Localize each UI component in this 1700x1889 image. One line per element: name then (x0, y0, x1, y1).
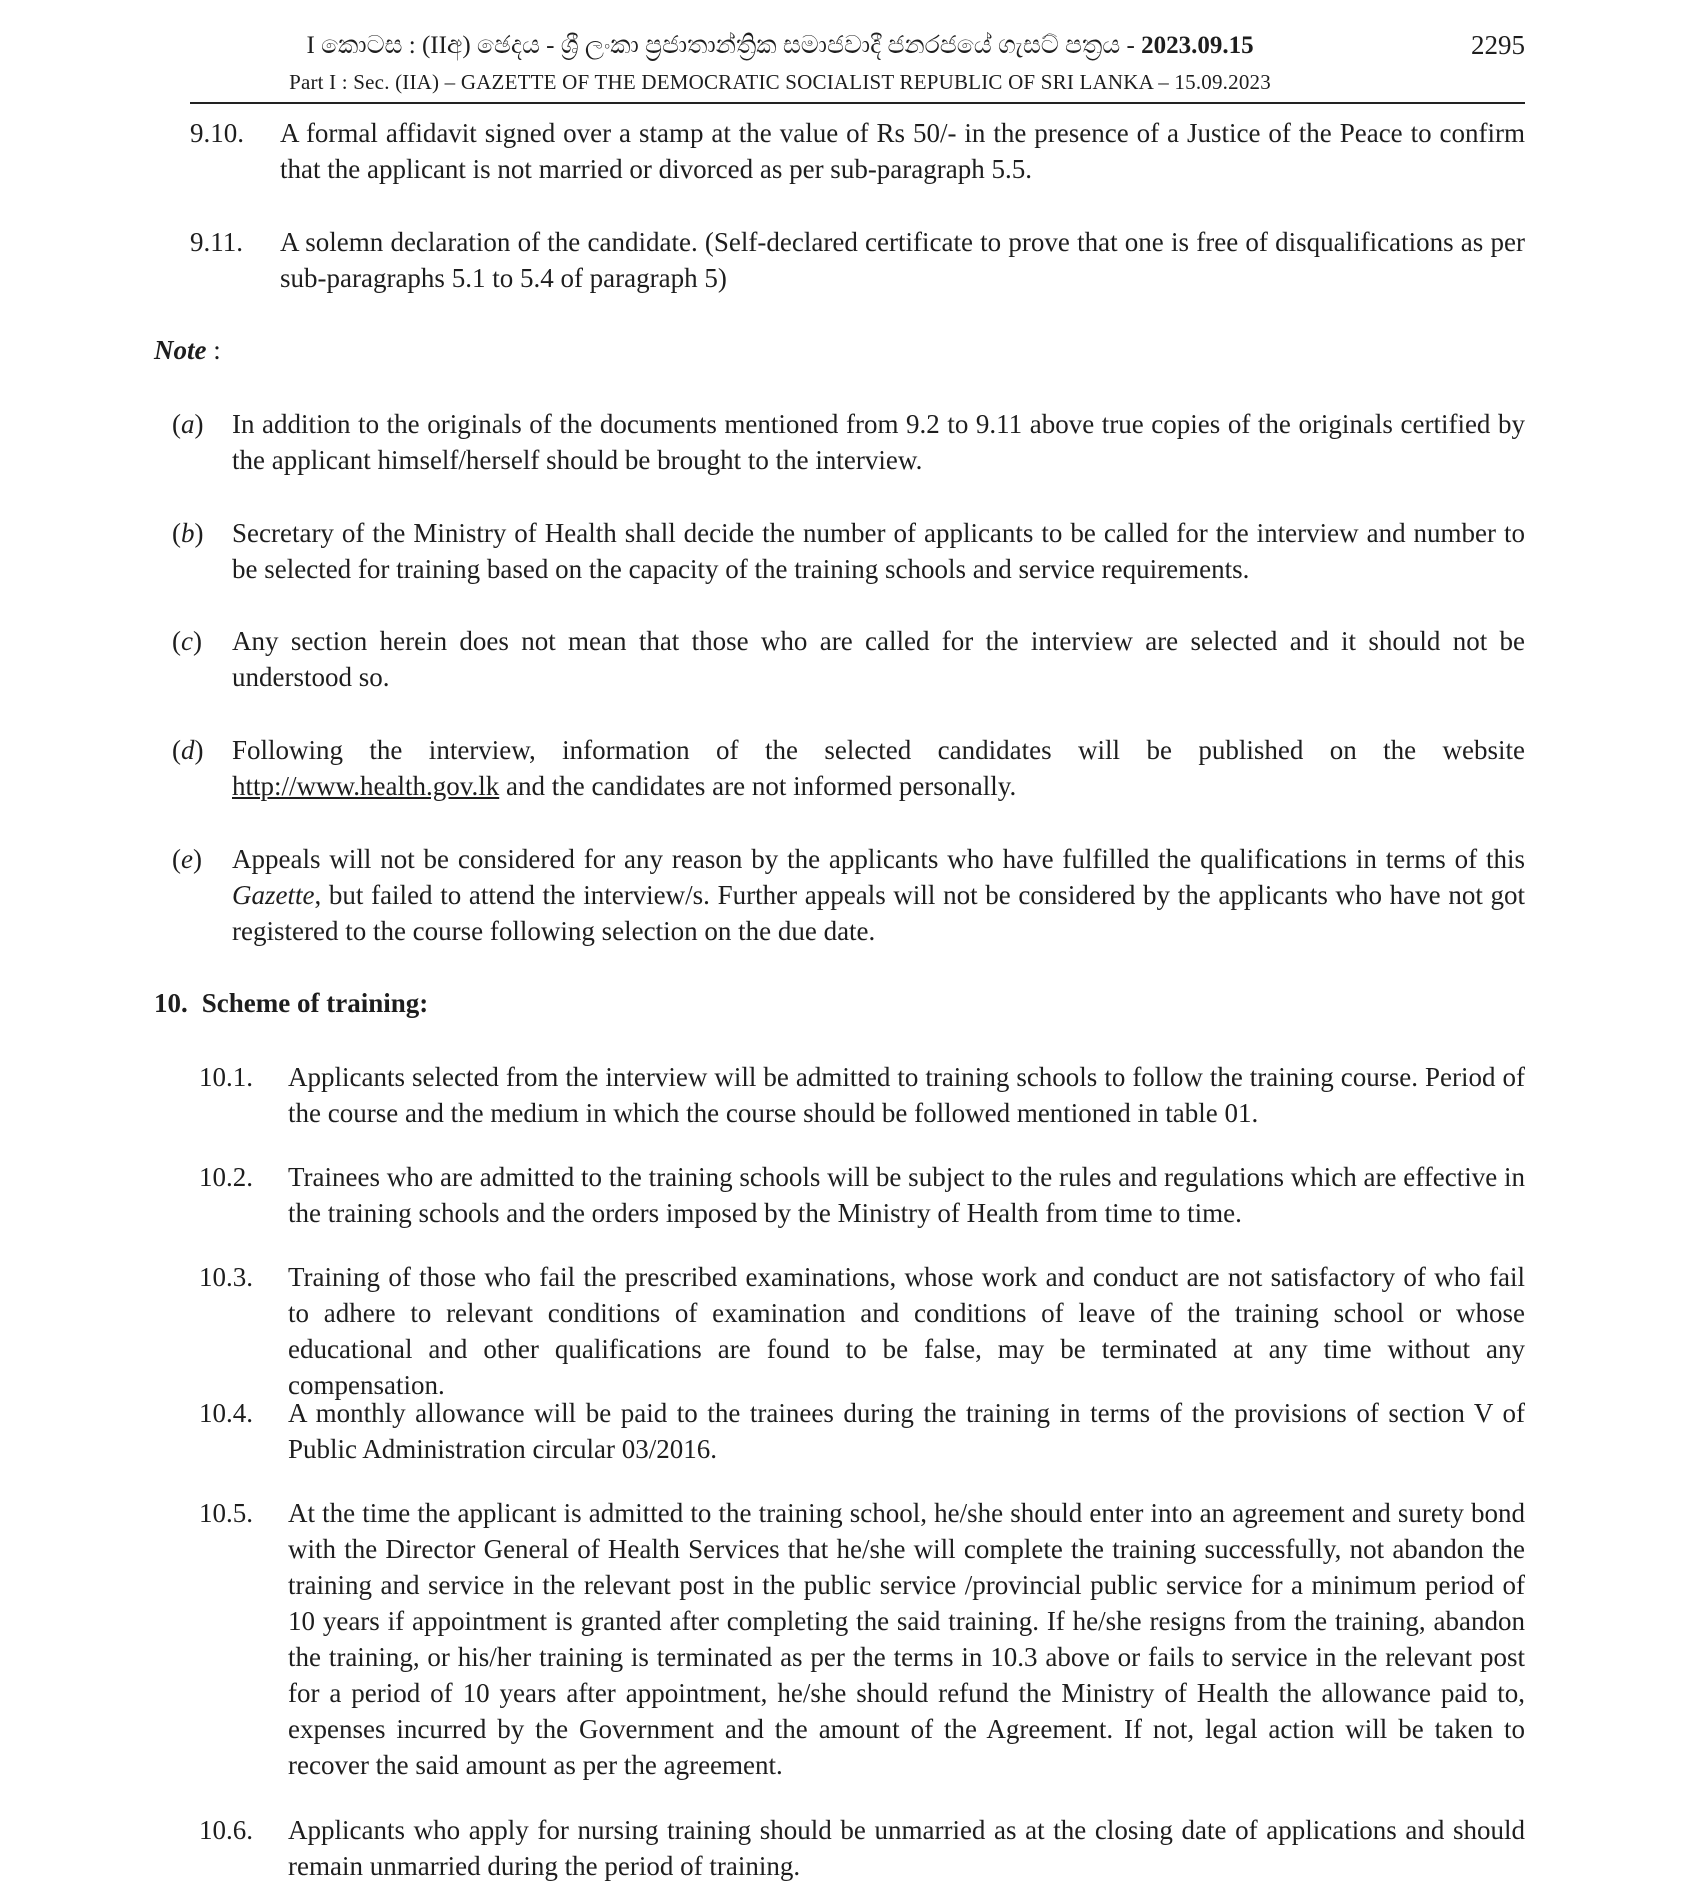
paragraph-number: 9.11. (190, 227, 243, 257)
paragraph-number: 9.10. (190, 118, 244, 148)
paragraph-9-10 (190, 115, 1525, 187)
note-item-text: Any section herein does not mean that those who are called for the interview are selected and it should not be understood so. (232, 626, 1525, 692)
paragraph-number: 10.1. (199, 1062, 253, 1092)
paragraph-10-4 (199, 1395, 1525, 1467)
note-item-d (172, 732, 1525, 804)
paragraph-10-3 (199, 1259, 1525, 1400)
note-item-label: (c) (172, 626, 202, 656)
note-item-c (172, 623, 1525, 695)
paragraph-text: Training of those who fail the prescribed examinations, whose work and conduct are not satisfactory of who fail to adhere to relevant conditions of examination and conditions of leave of the training school or whose educational and other qualifications are found to be false, may be terminated at any time without any compensation. (288, 1262, 1525, 1400)
page-number: 2295 (1471, 30, 1525, 60)
note-heading (154, 332, 221, 368)
gazette-italic: Gazette (232, 880, 315, 910)
note-item-text: In addition to the originals of the documents mentioned from 9.2 to 9.11 above true copies of the originals certified by the applicant himself/herself should be brought to the interview. (232, 409, 1525, 475)
note-item-label: (b) (172, 518, 204, 548)
note-item-text: Appeals will not be considered for any reason by the applicants who have fulfilled the qualifications in terms of this Gazette, but failed to attend the interview/s. Further appeals will not be considered by the applicants who have not got registered to the course following selection on the due date. (232, 844, 1525, 946)
note-colon: : (206, 335, 221, 365)
page-header (190, 30, 1525, 104)
section-10-heading (154, 985, 442, 1021)
note-item-label: (a) (172, 409, 204, 439)
header-sinhala-text: I කොටස : (IIඅ) ඡෙදය - ශ්‍රී ලංකා ප්‍රජාතාන්ත්‍රික සමාජවාදී ජනරජයේ ගැසට් පත්‍රය - (306, 32, 1142, 59)
note-label: Note (154, 335, 207, 365)
paragraph-10-1 (199, 1059, 1525, 1131)
paragraph-number: 10.4. (199, 1398, 253, 1428)
header-sinhala-line (190, 32, 1370, 60)
note-item-b (172, 515, 1525, 587)
note-item-e (172, 841, 1525, 949)
paragraph-number: 10.2. (199, 1162, 253, 1192)
header-english-line: Part I : Sec. (IIA) – GAZETTE OF THE DEMOCRATIC SOCIALIST REPUBLIC OF SRI LANKA – 15.09.2023 (289, 70, 1271, 94)
section-title: Scheme of training: (201, 988, 429, 1018)
paragraph-text: Applicants selected from the interview will be admitted to training schools to follow the training course. Period of the course and the medium in which the course should be followed mentioned in table 01. (288, 1062, 1525, 1128)
paragraph-10-5 (199, 1495, 1525, 1783)
paragraph-text: A monthly allowance will be paid to the trainees during the training in terms of the provisions of section V of Public Administration circular 03/2016. (288, 1398, 1525, 1464)
paragraph-text: Trainees who are admitted to the training schools will be subject to the rules and regulations which are effective in the training schools and the orders imposed by the Ministry of Health from time to time. (288, 1162, 1525, 1228)
paragraph-10-6 (199, 1812, 1525, 1884)
paragraph-number: 10.5. (199, 1498, 253, 1528)
paragraph-text: Applicants who apply for nursing training should be unmarried as at the closing date of applications and should remain unmarried during the period of training. (288, 1815, 1525, 1881)
note-item-text: Following the interview, information of the selected candidates will be published on the website http://www.health.gov.lk and the candidates are not informed personally. (232, 735, 1525, 801)
paragraph-number: 10.3. (199, 1262, 253, 1292)
paragraph-text: A formal affidavit signed over a stamp at the value of Rs 50/- in the presence of a Justice of the Peace to confirm that the applicant is not married or divorced as per sub-paragraph 5.5. (280, 118, 1525, 184)
section-number: 10. (154, 988, 188, 1018)
header-sinhala-date: 2023.09.15 (1141, 32, 1254, 59)
note-item-label: (e) (172, 844, 202, 874)
paragraph-9-11 (190, 224, 1525, 296)
paragraph-text: A solemn declaration of the candidate. (Self-declared certificate to prove that one is free of disqualifications as per sub-paragraphs 5.1 to 5.4 of paragraph 5) (280, 227, 1525, 293)
note-item-a (172, 406, 1525, 478)
paragraph-10-2 (199, 1159, 1525, 1231)
health-website-link[interactable]: http://www.health.gov.lk (232, 771, 500, 801)
paragraph-number: 10.6. (199, 1815, 253, 1845)
note-item-text: Secretary of the Ministry of Health shall decide the number of applicants to be called for the interview and number to be selected for training based on the capacity of the training schools and service requirements. (232, 518, 1525, 584)
note-item-label: (d) (172, 735, 204, 765)
paragraph-text: At the time the applicant is admitted to the training school, he/she should enter into an agreement and surety bond with the Director General of Health Services that he/she will complete the training successfully, not abandon the training and service in the relevant post in the public service /provincial public service for a minimum period of 10 years if appointment is granted after completing the said training. If he/she resigns from the training, abandon the training, or his/her training is terminated as per the terms in 10.3 above or fails to service in the relevant post for a period of 10 years after appointment, he/she should refund the Ministry of Health the allowance paid to, expenses incurred by the Government and the amount of the Agreement. If not, legal action will be taken to recover the said amount as per the agreement. (288, 1498, 1525, 1780)
